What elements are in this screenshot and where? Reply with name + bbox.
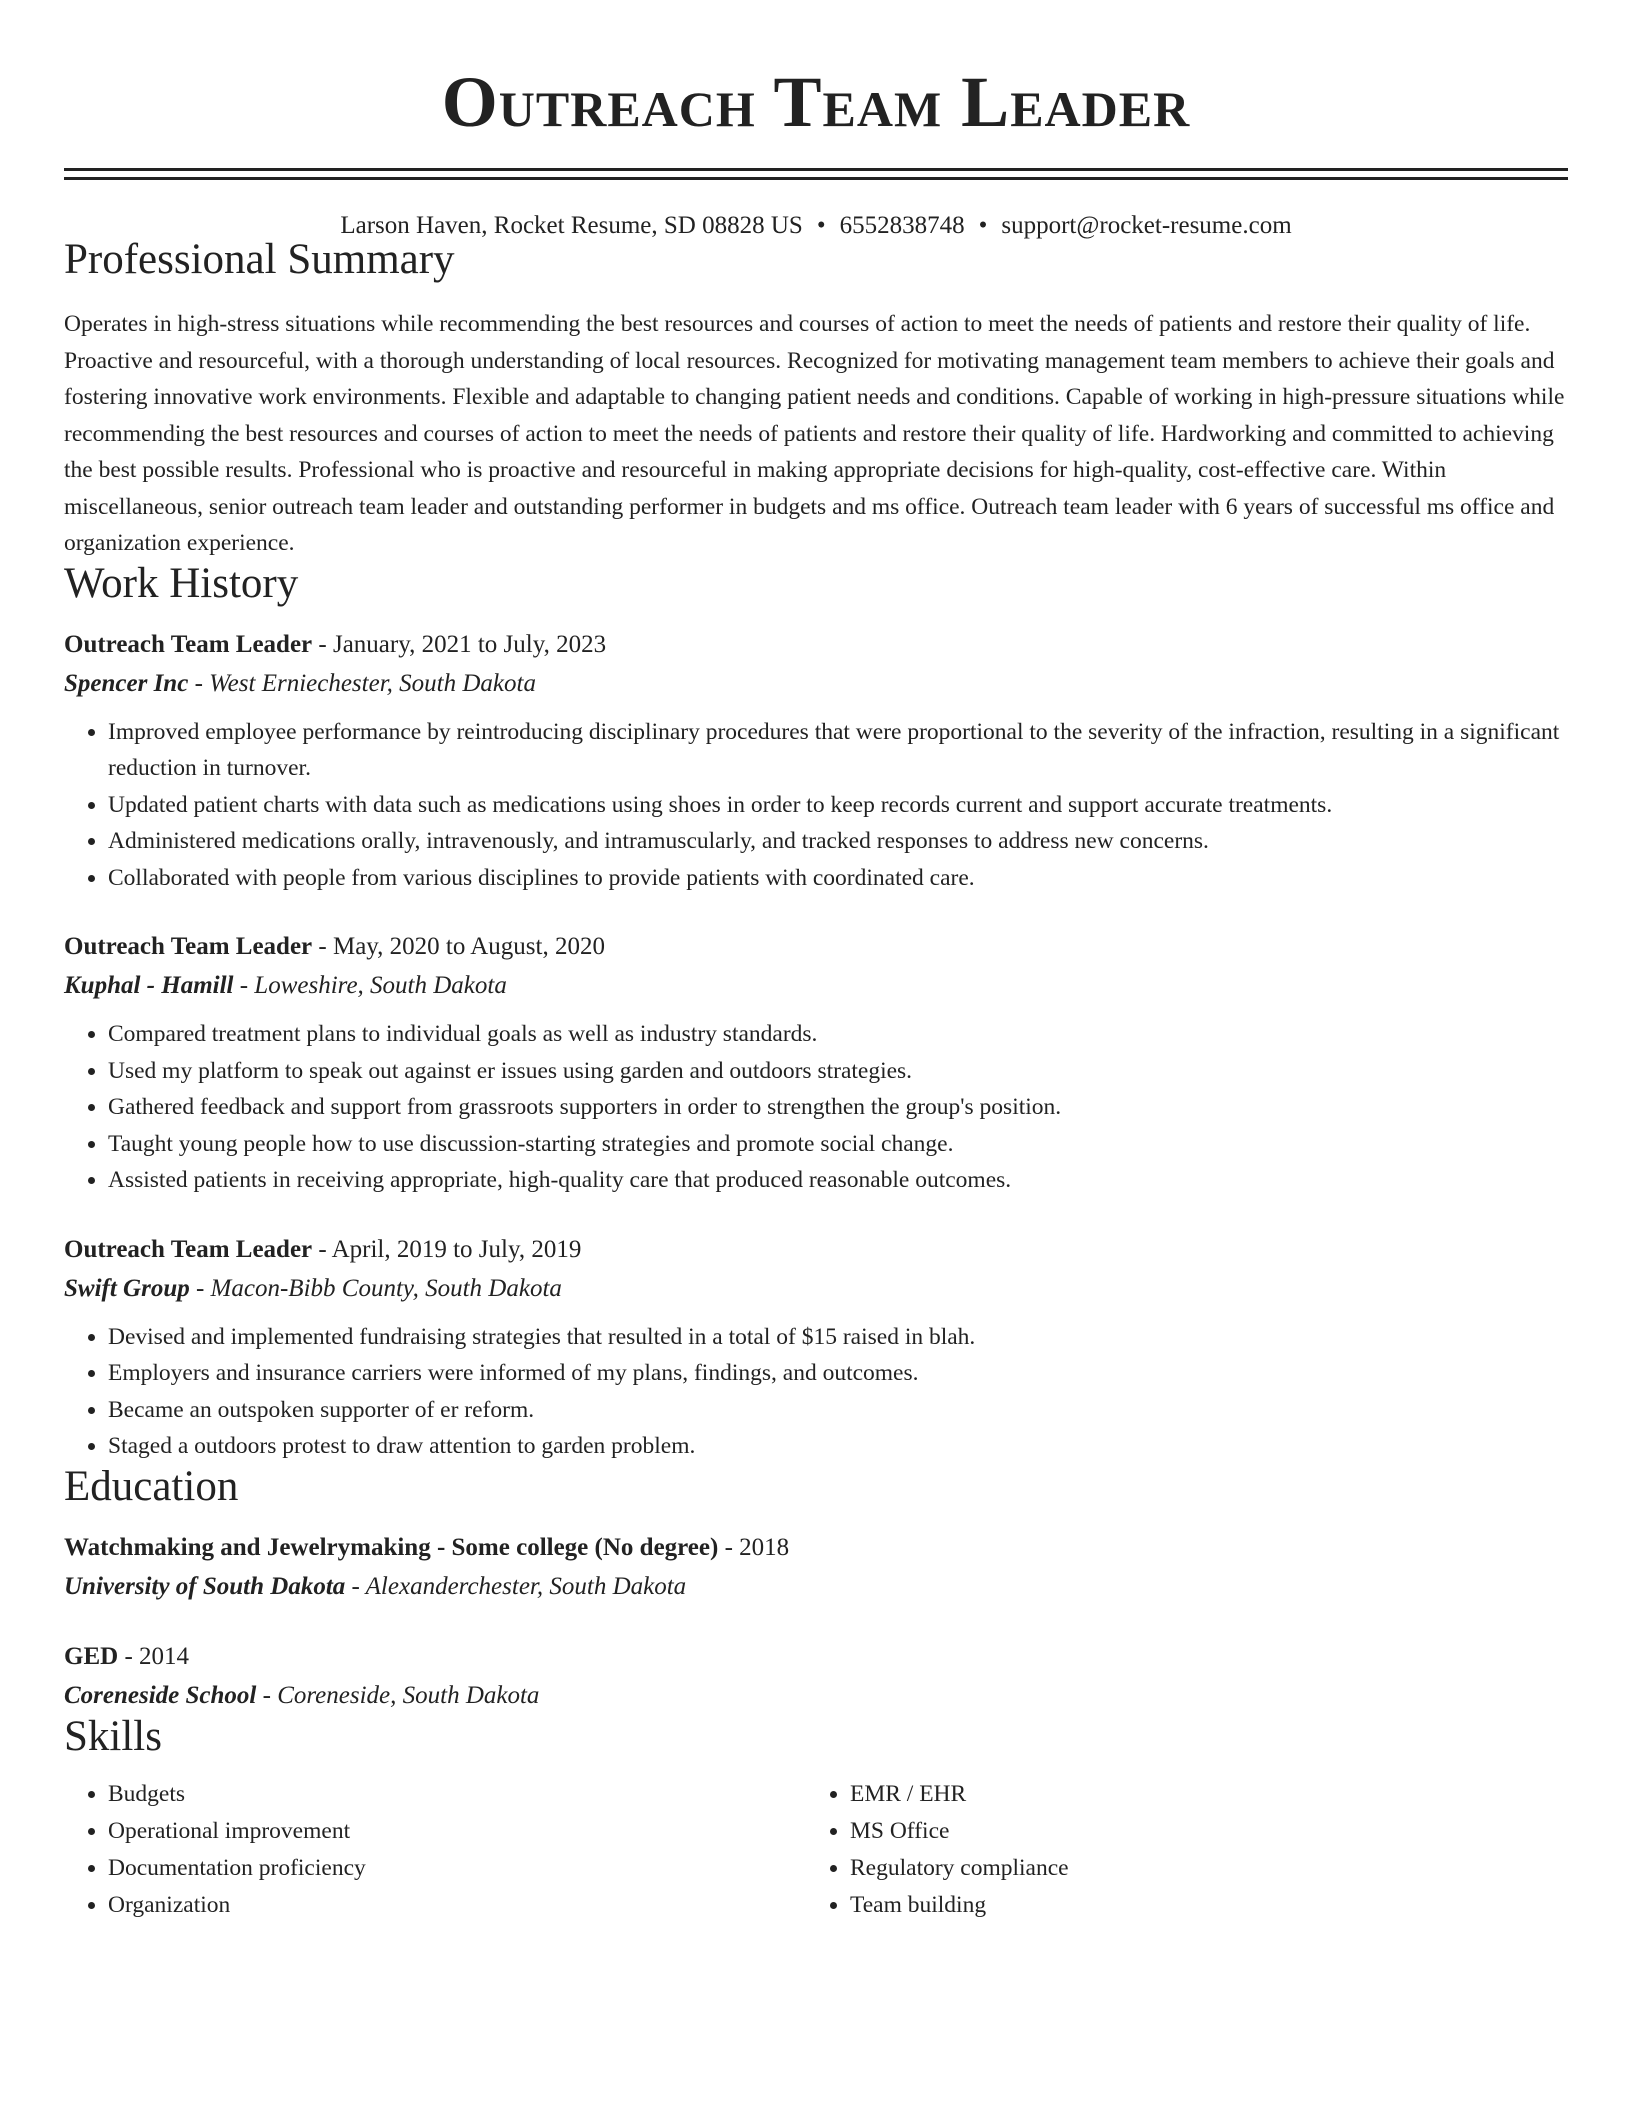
job-location: - West Erniechester, South Dakota	[188, 669, 536, 697]
job-bullet: • Gathered feedback and support from grassroots supporters in order to strengthen the group's position.	[108, 1089, 1568, 1126]
education-year: - 2018	[718, 1533, 790, 1561]
resume-title: Outreach Team Leader	[441, 62, 1191, 142]
job-role: Outreach Team Leader	[64, 933, 313, 960]
job-bullet: • Updated patient charts with data such as medications using shoes in order to keep records current and support accurate treatments.	[108, 787, 1568, 824]
job-bullet: • Assisted patients in receiving appropriate, high-quality care that produced reasonable outcomes.	[108, 1162, 1568, 1199]
education-year: - 2014	[118, 1642, 190, 1670]
job-dates: - January, 2021 to July, 2023	[312, 630, 607, 658]
job-company: Swift Group	[64, 1274, 190, 1302]
skill-item: • Team building	[850, 1887, 1548, 1924]
skills-column-right	[806, 1776, 1548, 1924]
job-entry	[64, 1230, 1568, 1465]
job-bullet: • Became an outspoken supporter of er reform.	[108, 1392, 1568, 1429]
job-dates: - April, 2019 to July, 2019	[312, 1235, 582, 1263]
job-bullet: • Administered medications orally, intravenously, and intramuscularly, and tracked responses to address new concerns.	[108, 823, 1568, 860]
job-role: Outreach Team Leader	[64, 1235, 313, 1263]
contact-line	[64, 213, 1568, 238]
education-school: Coreneside School	[64, 1681, 257, 1709]
education-heading: Education	[64, 1462, 239, 1510]
job-role: Outreach Team Leader	[64, 630, 313, 658]
skills-grid	[64, 1776, 1568, 1924]
contact-email: support@rocket-resume.com	[1001, 212, 1292, 239]
job-bullet: • Improved employee performance by reintroducing disciplinary procedures that were proportional to the severity of the infraction, resulting in a significant reduction in turnover.	[108, 714, 1568, 787]
education-school-line	[64, 1676, 1568, 1715]
job-bullet: • Used my platform to speak out against er issues using garden and outdoors strategies.	[108, 1053, 1568, 1090]
skill-item: • Documentation proficiency	[108, 1850, 806, 1887]
job-header	[64, 625, 1568, 664]
skill-item: • Operational improvement	[108, 1813, 806, 1850]
job-bullet: • Compared treatment plans to individual goals as well as industry standards.	[108, 1016, 1568, 1053]
job-bullet: • Collaborated with people from various disciplines to provide patients with coordinated care.	[108, 860, 1568, 897]
job-bullet: • Employers and insurance carriers were informed of my plans, findings, and outcomes.	[108, 1355, 1568, 1392]
education-degree: Watchmaking and Jewelrymaking - Some college (No degree)	[64, 1533, 719, 1561]
job-employer	[64, 966, 1568, 1005]
job-company: Kuphal - Hamill	[64, 972, 234, 999]
job-bullet: • Devised and implemented fundraising strategies that resulted in a total of $15 raised in blah.	[108, 1319, 1568, 1356]
job-company: Spencer Inc	[64, 669, 189, 697]
job-employer	[64, 1269, 1568, 1308]
skill-item: • Regulatory compliance	[850, 1850, 1548, 1887]
job-header	[64, 1230, 1568, 1269]
job-header	[64, 927, 1568, 966]
skills-heading: Skills	[64, 1712, 162, 1760]
summary-heading: Professional Summary	[64, 236, 455, 283]
education-degree: GED	[64, 1642, 119, 1670]
job-location: - Macon-Bibb County, South Dakota	[189, 1274, 562, 1302]
job-entry	[64, 625, 1568, 897]
education-school-line	[64, 1567, 1568, 1606]
education-location: - Alexanderchester, South Dakota	[345, 1572, 687, 1600]
education-entry	[64, 1637, 1568, 1715]
job-bullet: • Staged a outdoors protest to draw attention to garden problem.	[108, 1428, 1568, 1465]
job-employer	[64, 664, 1568, 703]
skill-item: • MS Office	[850, 1813, 1548, 1850]
education-header	[64, 1637, 1568, 1676]
contact-address: Larson Haven, Rocket Resume, SD 08828 US	[340, 212, 803, 239]
job-bullets	[64, 714, 1568, 897]
skills-column-left	[64, 1776, 806, 1924]
contact-separator: •	[978, 212, 988, 239]
header-divider-bottom	[64, 177, 1568, 180]
summary-text: Operates in high-stress situations while recommending the best resources and courses of action to meet the needs of patients and restore their quality of life. Proactive and resourceful, with a thorough understanding of local resources. Recognized for motivating management team members to achieve their goals and fostering innovative work environments. Flexible and adaptable to changing patient needs and conditions. Capable of working in high-pressure situations while recommending the best resources and courses of action to meet the needs of patients and restore their quality of life. Hardworking and committed to achieving the best possible results. Professional who is proactive and resourceful in making appropriate decisions for high-quality, cost-effective care. Within miscellaneous, senior outreach team leader and outstanding performer in budgets and ms office. Outreach team leader with 6 years of successful ms office and organization experience.	[64, 311, 1565, 556]
job-bullets	[64, 1016, 1568, 1199]
contact-phone: 6552838748	[839, 212, 965, 239]
job-bullets	[64, 1319, 1568, 1465]
education-school: University of South Dakota	[64, 1572, 346, 1600]
education-location: - Coreneside, South Dakota	[256, 1681, 540, 1709]
job-entry	[64, 927, 1568, 1199]
job-dates: - May, 2020 to August, 2020	[312, 933, 605, 960]
header-divider-top	[64, 168, 1568, 171]
skill-item: • Budgets	[108, 1776, 806, 1813]
contact-separator: •	[816, 212, 826, 239]
skill-item: • Organization	[108, 1887, 806, 1924]
work-history-heading: Work History	[64, 559, 299, 607]
education-header	[64, 1528, 1568, 1567]
skill-item: • EMR / EHR	[850, 1776, 1548, 1813]
job-location: - Loweshire, South Dakota	[233, 972, 507, 999]
education-entry	[64, 1528, 1568, 1606]
job-bullet: • Taught young people how to use discussion-starting strategies and promote social change.	[108, 1126, 1568, 1163]
